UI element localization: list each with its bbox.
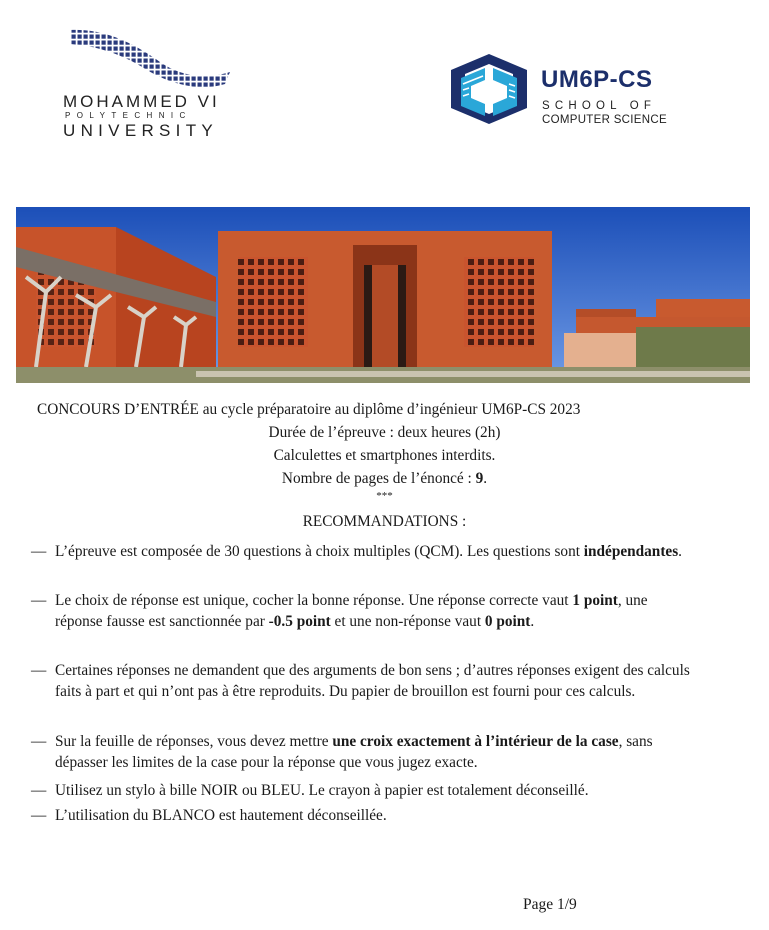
rec3-text: Certaines réponses ne demandent que des arguments de bon sens ; d’autres réponses exigent des calculs faits à part et qui n’ont pas à être reproduits. Du papier de brouillon est fourni pour ces calculs. <box>55 662 690 700</box>
rec2-bold-a: 1 point <box>572 592 618 609</box>
dash-icon: — <box>31 662 47 679</box>
university-name-line1: MOHAMMED VI <box>63 92 220 111</box>
page-count-label: Nombre de pages de l’énoncé : <box>281 470 476 487</box>
page-number: Page 1/9 <box>523 896 577 913</box>
page-count-value: 9 <box>475 470 484 487</box>
school-subtitle-line2: COMPUTER SCIENCE <box>542 114 667 126</box>
page-count-end: . <box>483 470 488 487</box>
rec2-text-a: Le choix de réponse est unique, cocher la bonne réponse. Une réponse correcte vaut <box>55 592 573 609</box>
dash-icon: — <box>31 807 47 824</box>
mohammed-vi-university-logo <box>55 22 255 142</box>
rec2-text-c: et une non-réponse vaut <box>330 613 485 630</box>
rec2-text-b: , une réponse fausse est sanctionnée par <box>55 592 648 630</box>
rec6-text: L’utilisation du BLANCO est hautement déconseillée. <box>55 807 387 824</box>
um6p-cs-emblem-icon <box>445 50 533 128</box>
dash-icon: — <box>31 733 47 750</box>
rec1-end: . <box>678 543 682 560</box>
school-name: UM6P-CS <box>541 66 653 93</box>
campus-banner-photo <box>16 207 750 383</box>
university-name-line2: POLYTECHNIC <box>65 111 192 120</box>
contest-title-rest: au cycle préparatoire au diplôme d’ingénieur UM6P-CS 2023 <box>198 401 581 418</box>
rec2-end: . <box>530 613 535 630</box>
rec4-text-b: , sans dépasser les limites de la case pour la réponse que vous jugez exacte. <box>55 733 653 771</box>
rec2-bold-c: 0 point <box>484 613 531 630</box>
contest-title-lead: CONCOURS D’ENTRÉE <box>37 401 199 418</box>
dash-icon: — <box>31 782 47 799</box>
exam-duration: Durée de l’épreuve : deux heures (2h) <box>268 424 501 441</box>
university-wave-emblem-icon <box>65 22 235 92</box>
separator: *** <box>376 490 393 502</box>
school-subtitle-line1: SCHOOL OF <box>542 100 657 112</box>
rec5-text: Utilisez un stylo à bille NOIR ou BLEU. Le crayon à papier est totalement déconseillé. <box>55 782 589 799</box>
dash-icon: — <box>31 592 47 609</box>
recommendations-heading: RECOMMANDATIONS : <box>302 513 467 530</box>
dash-icon: — <box>31 543 47 560</box>
rec1-bold: indépendantes <box>583 543 679 560</box>
contest-title <box>37 401 580 419</box>
rec1-text: L’épreuve est composée de 30 questions à choix multiples (QCM). Les questions sont <box>55 543 584 560</box>
rec4-bold: une croix exactement à l’intérieur de la case <box>332 733 619 750</box>
um6p-cs-logo <box>445 50 705 140</box>
rec4-text-a: Sur la feuille de réponses, vous devez mettre <box>55 733 333 750</box>
page-count <box>0 470 769 488</box>
campus-building-photo-icon <box>16 207 750 383</box>
university-name-line3: UNIVERSITY <box>63 121 219 140</box>
rec2-bold-b: -0.5 point <box>268 613 331 630</box>
calculators-notice: Calculettes et smartphones interdits. <box>273 447 496 464</box>
